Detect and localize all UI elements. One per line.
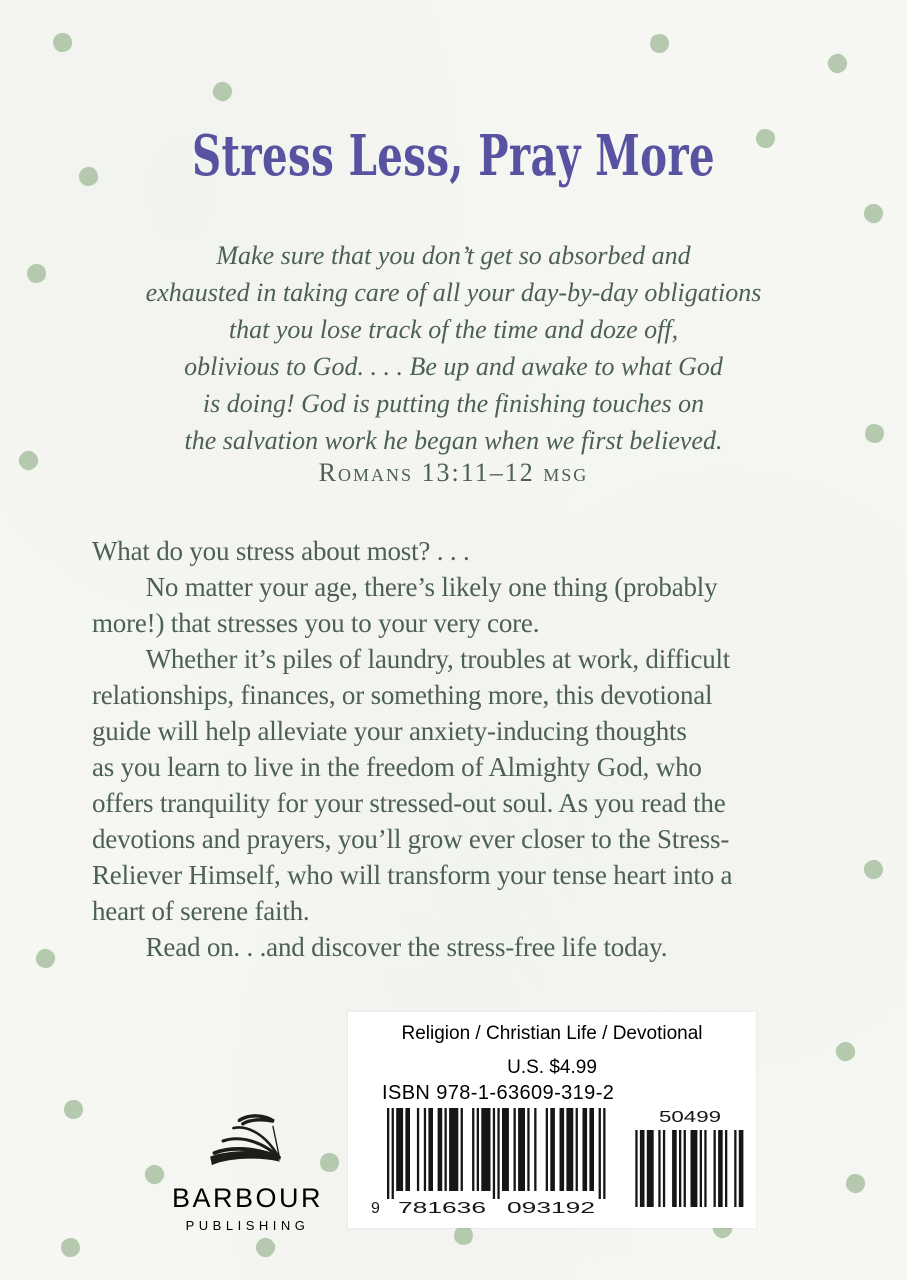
scripture-quote-line: the salvation work he began when we first believed. xyxy=(184,426,723,455)
description-line: devotions and prayers, you’ll grow ever closer to the Stress- xyxy=(92,824,730,854)
description-line: Read on. . .and discover the stress-free life today. xyxy=(92,932,668,962)
publisher-logo xyxy=(160,1106,335,1233)
polka-dot-icon xyxy=(833,1039,856,1062)
description-line: Whether it’s piles of laundry, troubles at work, difficult xyxy=(92,644,731,674)
scripture-quote-line: is doing! God is putting the finishing touches on xyxy=(202,389,705,418)
polka-dot-icon xyxy=(209,78,236,105)
description-line: offers tranquility for your stressed-out soul. As you read the xyxy=(92,788,726,818)
isbn-label: ISBN 978-1-63609-319-2 xyxy=(382,1082,615,1104)
polka-dot-icon xyxy=(63,1099,84,1120)
polka-dot-icon xyxy=(842,1170,869,1197)
scripture-quote-line: exhausted in taking care of all your day-by-day obligations xyxy=(145,278,762,307)
polka-dot-icon xyxy=(647,31,671,55)
svg-text:50499: 50499 xyxy=(659,1109,722,1126)
publisher-book-icon xyxy=(205,1106,291,1176)
description-line: as you learn to live in the freedom of Almighty God, who xyxy=(92,752,702,782)
scripture-quote-line: Make sure that you don’t get so absorbed and xyxy=(216,241,691,270)
polka-dot-icon xyxy=(32,945,59,972)
scripture-quote xyxy=(0,237,907,459)
svg-text:093192: 093192 xyxy=(507,1200,596,1217)
ean-barcode-icon xyxy=(371,1108,606,1218)
book-title: Stress Less, Pray More xyxy=(191,123,716,189)
polka-dot-icon xyxy=(825,51,850,76)
description-line: What do you stress about most? . . . xyxy=(92,536,470,566)
svg-text:9: 9 xyxy=(371,1200,380,1217)
scripture-quote-line: that you lose track of the time and doze off, xyxy=(228,315,679,344)
description-line: No matter your age, there’s likely one thing (probably xyxy=(92,572,718,602)
scripture-quote-line: oblivious to God. . . . Be up and awake to what God xyxy=(184,352,723,381)
description-line: more!) that stresses you to your very core. xyxy=(92,608,540,638)
polka-dot-icon xyxy=(60,1237,79,1256)
polka-dot-icon xyxy=(53,33,72,52)
description-line: heart of serene faith. xyxy=(92,896,310,926)
category-label: Religion / Christian Life / Devotional xyxy=(401,1023,703,1044)
description-line: relationships, finances, or something more, this devotional xyxy=(92,680,713,710)
barcode-panel xyxy=(348,1012,756,1228)
scripture-attribution: Romans 13:11–12 msg xyxy=(318,458,589,487)
svg-text:781636: 781636 xyxy=(398,1200,487,1217)
price-label: U.S. $4.99 xyxy=(507,1057,597,1078)
back-cover-description xyxy=(92,533,852,965)
addon-barcode-icon xyxy=(632,1108,745,1218)
publisher-tagline: PUBLISHING xyxy=(185,1218,310,1233)
description-line: Reliever Himself, who will transform your tense heart into a xyxy=(92,860,733,890)
publisher-name: BARBOUR xyxy=(171,1183,324,1213)
polka-dot-icon xyxy=(860,200,887,227)
polka-dot-icon xyxy=(78,166,99,187)
description-line: guide will help alleviate your anxiety-inducing thoughts xyxy=(92,716,687,746)
polka-dot-icon xyxy=(862,858,884,880)
polka-dot-icon xyxy=(252,1234,279,1261)
